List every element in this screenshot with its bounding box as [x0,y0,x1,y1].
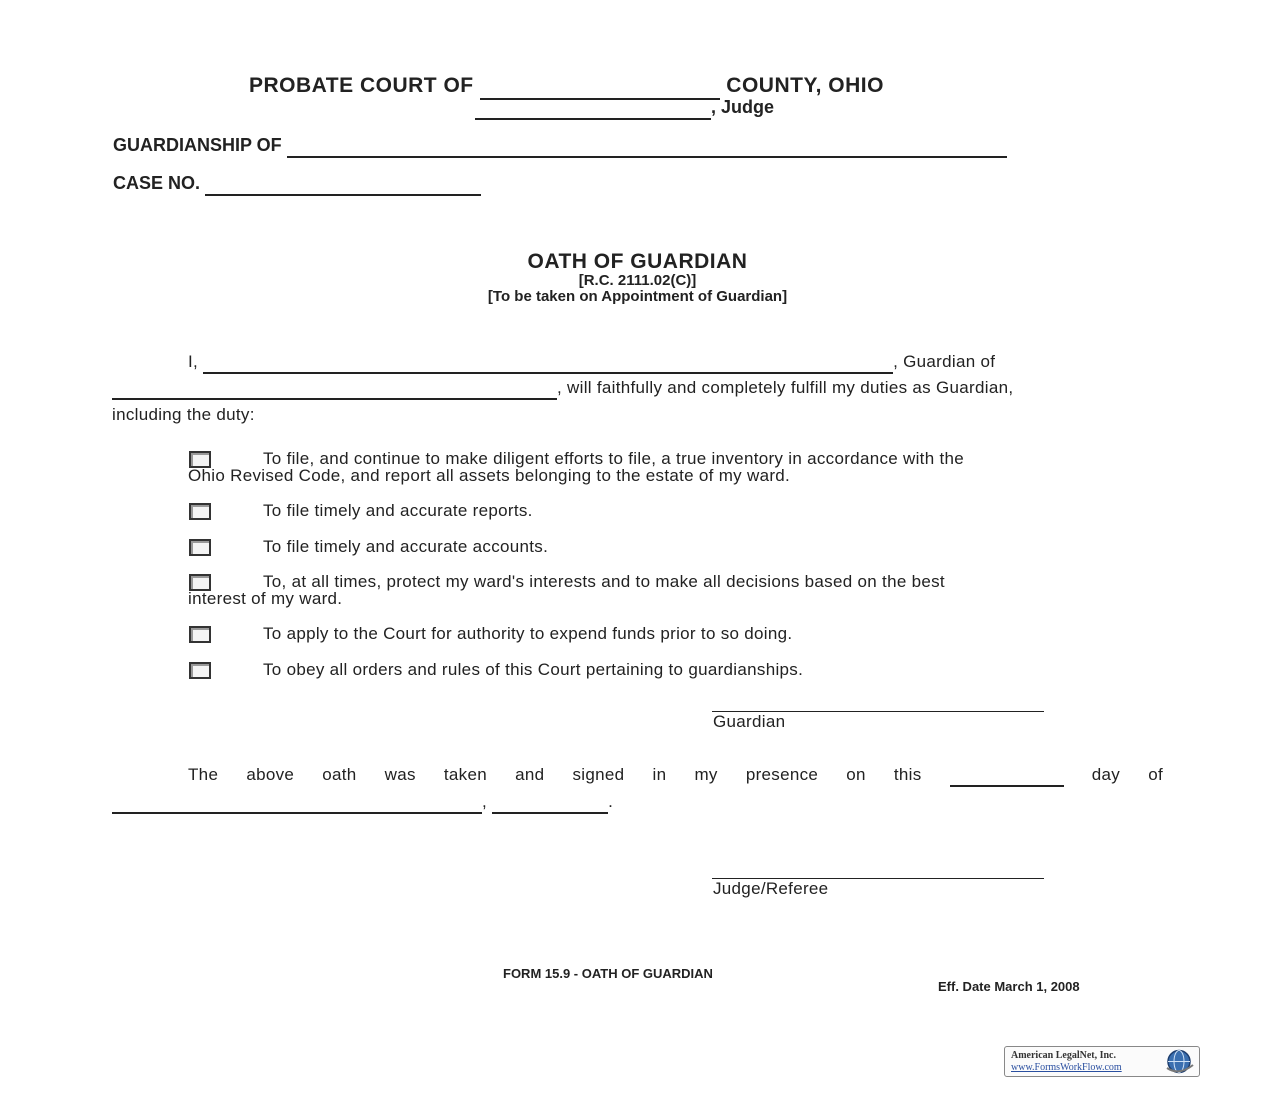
oath-line-2 [112,378,1013,400]
attest-word: taken [443,765,487,784]
duty-item-4 [188,573,1163,607]
duty-text: To file timely and accurate accounts. [263,537,549,556]
attest-word: my [694,765,718,784]
attestation-line-1 [188,765,1163,787]
guardian-of-text: , Guardian of [893,352,996,371]
duty-text-cont: Ohio Revised Code, and report all assets belonging to the estate of my ward. [188,466,791,485]
duty-text: To apply to the Court for authority to expend funds prior to so doing. [263,624,793,643]
fulfill-text: , will faithfully and completely fulfill my duties as Guardian, [557,378,1014,397]
effective-date: Eff. Date March 1, 2008 [938,979,1080,994]
attest-word: presence [745,765,819,784]
duty-item-3 [188,538,1163,555]
judge-name-field[interactable] [475,97,711,120]
duty-item-1 [188,450,1163,484]
including-duty: including the duty: [112,405,255,424]
attest-word: oath [322,765,357,784]
guardianship-label: GUARDIANSHIP OF [113,135,282,155]
day-field[interactable] [950,765,1064,787]
attest-word: day [1091,765,1121,784]
duty-text-cont: interest of my ward. [188,589,343,608]
duty-item-6 [188,661,1163,678]
attestation-line-2 [112,792,613,814]
attest-word: above [246,765,295,784]
case-number-line [113,173,481,196]
attest-word: The [188,765,219,784]
duty-text: To, at all times, protect my ward's interests and to make all decisions based on the best [263,572,945,591]
attest-word: signed [572,765,625,784]
title-note: [To be taken on Appointment of Guardian] [487,288,788,305]
attest-word: on [846,765,866,784]
court-prefix: PROBATE COURT OF [249,74,474,97]
globe-icon [1162,1048,1196,1075]
duty-item-2 [188,502,1163,519]
case-no-label: CASE NO. [113,173,201,193]
statute-reference: [R.C. 2111.02(C)] [578,272,697,289]
duty-item-5 [188,625,1163,642]
judge-line [475,97,774,120]
logo-company: American LegalNet, Inc. [1011,1050,1116,1061]
form-name: FORM 15.9 - OATH OF GUARDIAN [503,966,713,981]
duty-text: To file, and continue to make diligent efforts to file, a true inventory in accordance with the [263,449,965,468]
attest-word: this [893,765,922,784]
judge-suffix: , Judge [711,97,775,117]
attest-period: . [608,792,614,811]
case-number-field[interactable] [205,173,481,196]
attest-word: was [384,765,416,784]
judge-signature-label: Judge/Referee [713,879,829,898]
court-suffix: COUNTY, OHIO [726,74,884,97]
oath-i-label: I, [188,352,199,371]
year-field[interactable] [492,792,608,814]
ward-field[interactable] [112,378,557,400]
guardian-name-field[interactable] [203,352,893,374]
guardian-signature-label: Guardian [713,712,786,731]
attest-word: and [515,765,545,784]
attest-word: of [1148,765,1163,784]
duty-text: To file timely and accurate reports. [263,501,533,520]
attest-word: in [652,765,667,784]
oath-line-1 [188,352,995,374]
ward-name-field[interactable] [287,135,1007,158]
duty-text: To obey all orders and rules of this Court pertaining to guardianships. [263,660,804,679]
form-title: OATH OF GUARDIAN [527,250,748,273]
guardianship-line [113,135,1007,158]
logo-url[interactable]: www.FormsWorkFlow.com [1011,1062,1122,1073]
month-field[interactable] [112,792,482,814]
attest-comma: , [482,792,488,811]
legalnet-logo[interactable] [1004,1046,1200,1077]
